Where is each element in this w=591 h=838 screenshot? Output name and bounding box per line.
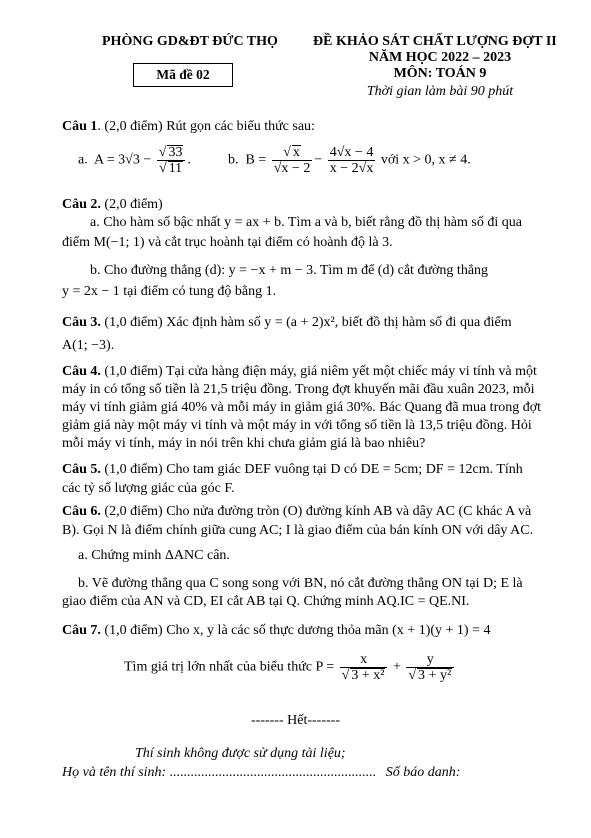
q2-points: (2,0 điểm) bbox=[104, 197, 163, 212]
q1-b-denominator-2: x − 2√x bbox=[329, 161, 374, 176]
q3-label: Câu 3. bbox=[62, 315, 101, 330]
q1-a-denominator: 11 bbox=[168, 161, 183, 176]
q3-line1 bbox=[62, 314, 512, 331]
q2-label: Câu 2. bbox=[62, 197, 101, 212]
candidate-id-label: Số báo danh: bbox=[385, 765, 461, 780]
q1-a-label: a. bbox=[78, 152, 88, 168]
q7-plus: + bbox=[392, 659, 401, 675]
q1-b-fraction-1: $\frac{√ x}{√x - 2}$ bbox=[273, 145, 311, 176]
q7-fraction-2: $\frac{y}{\text{√ 3 + y²}}$ bbox=[406, 652, 454, 683]
q7-line1 bbox=[62, 622, 490, 639]
q6-a-line: a. Chứng minh ΔANC cân. bbox=[78, 548, 230, 563]
q3-line2: A(1; −3). bbox=[62, 338, 115, 353]
q4-line5: mỗi máy vi tính, máy in nói trên khi chưa giảm giá là bao nhiêu? bbox=[62, 436, 426, 451]
q1-b-denominator-1: x − 2 bbox=[281, 161, 311, 176]
q7-numerator-2: y bbox=[426, 652, 434, 667]
q4-line2: máy in có tổng số tiền là 21,5 triệu đồng. Trong đợt khuyến mãi đầu xuân 2023, mỗi bbox=[62, 382, 535, 397]
q1-b-numerator-1: x bbox=[292, 145, 300, 160]
q4-line1 bbox=[62, 363, 537, 380]
q5-text-1: (1,0 điểm) Cho tam giác DEF vuông tại D có DE = 5cm; DF = 12cm. Tính bbox=[104, 462, 523, 477]
exam-code-box: Mã đề 02 bbox=[133, 63, 233, 87]
candidate-name-label: Họ và tên thí sinh: bbox=[62, 765, 167, 780]
q1-b-condition: với x > 0, x ≠ 4. bbox=[380, 152, 471, 168]
q2-a-line2: điểm M(−1; 1) và cắt trục hoành tại điểm có hoành độ là 3. bbox=[62, 235, 393, 250]
q2-a-line1: a. Cho hàm số bậc nhất y = ax + b. Tìm a và b, biết rằng đồ thị hàm số đi qua bbox=[90, 215, 522, 230]
q2-heading bbox=[62, 196, 163, 213]
q1-heading bbox=[62, 118, 315, 135]
q1-points: . (2,0 điểm) Rút gọn các biểu thức sau: bbox=[97, 119, 315, 134]
q7-fraction-1: $\frac{x}{\text{√ 3 + x²}}$ bbox=[340, 652, 388, 683]
q4-line4: giảm giá này một máy vi tính và một máy in với tổng số tiền là 13,5 triệu đồng. Hỏi bbox=[62, 418, 532, 433]
q5-line1 bbox=[62, 461, 523, 478]
q7-label: Câu 7. bbox=[62, 623, 101, 638]
exam-time: Thời gian làm bài 90 phút bbox=[366, 84, 514, 99]
q4-text-1: (1,0 điểm) Tại cửa hàng điện máy, giá niêm yết một chiếc máy vi tính và một bbox=[104, 364, 537, 379]
q7-find-text: Tìm giá trị lớn nhất của biểu thức P = bbox=[124, 659, 335, 675]
q1-b-expr-start: B = bbox=[245, 152, 267, 168]
q4-line3: máy vi tính giảm giá 40% và mỗi máy in giảm giá 30%. Bác Quang đã mua trong đợt bbox=[62, 400, 542, 415]
q7-denominator-2: 3 + y² bbox=[418, 668, 452, 683]
q5-line2: các tỷ số lượng giác của góc F. bbox=[62, 481, 235, 496]
q6-b-line1: b. Vẽ đường thẳng qua C song song với BN, nó cắt đường thẳng ON tại D; E là bbox=[78, 576, 523, 591]
q3-text-1: (1,0 điểm) Xác định hàm số y = (a + 2)x², biết đồ thị hàm số đi qua điểm bbox=[104, 315, 512, 330]
candidate-line bbox=[62, 765, 460, 781]
q6-b-line2: giao điểm của AN và CD, EI cắt AB tại Q. Chứng minh AQ.IC = QE.NI. bbox=[62, 594, 470, 609]
q1-a-expr-start: A = 3√3 − bbox=[93, 152, 152, 168]
q1-b-numerator-2: 4√x − 4 bbox=[329, 145, 374, 160]
footer-note: Thí sinh không được sử dụng tài liệu; bbox=[135, 746, 346, 761]
q2-b-line1: b. Cho đường thẳng (d): y = −x + m − 3. Tìm m để (d) cắt đường thẳng bbox=[90, 263, 489, 278]
q1-part-b: b. B = $\frac{√ x}{√x - 2}$ − $\frac{4√x - 4}{x - 2√x}$ với x > 0, x ≠ 4. bbox=[228, 145, 471, 176]
q7-denominator-1: 3 + x² bbox=[351, 668, 385, 683]
q1-part-a: a. A = 3√3 − $\frac{√ 33}{√ 11}$ . bbox=[78, 145, 191, 176]
q1-a-fraction: $\frac{√ 33}{√ 11}$ bbox=[157, 145, 186, 176]
subject: MÔN: TOÁN 9 bbox=[393, 66, 487, 81]
q4-label: Câu 4. bbox=[62, 364, 101, 379]
school-year: NĂM HỌC 2022 – 2023 bbox=[368, 50, 512, 65]
q7-text-1: (1,0 điểm) Cho x, y là các số thực dương thỏa mãn (x + 1)(y + 1) = 4 bbox=[104, 623, 491, 638]
q1-b-fraction-2 bbox=[328, 145, 376, 176]
q7-expression bbox=[124, 652, 456, 683]
exam-title: ĐỀ KHẢO SÁT CHẤT LƯỢNG ĐỢT II bbox=[313, 34, 557, 49]
q6-label: Câu 6. bbox=[62, 504, 101, 519]
candidate-name-dots: ........................................................... bbox=[169, 765, 377, 780]
q5-label: Câu 5. bbox=[62, 462, 101, 477]
q1-b-label: b. bbox=[228, 152, 239, 168]
q6-text-1: (2,0 điểm) Cho nửa đường tròn (O) đường kính AB và dây AC (C khác A và bbox=[104, 504, 532, 519]
q6-line1 bbox=[62, 503, 531, 520]
q2-b-line2: y = 2x − 1 tại điểm có tung độ bằng 1. bbox=[62, 284, 277, 299]
q1-label: Câu 1 bbox=[62, 119, 98, 134]
q6-line2: B). Gọi N là điểm chính giữa cung AC; I là giao điểm của bán kính ON với dây AC. bbox=[62, 523, 534, 538]
department-name: PHÒNG GD&ĐT ĐỨC THỌ bbox=[102, 34, 278, 49]
q7-numerator-1: x bbox=[360, 652, 368, 667]
q1-a-numerator: 33 bbox=[168, 145, 183, 160]
end-marker: ------- Hết------- bbox=[251, 713, 340, 728]
